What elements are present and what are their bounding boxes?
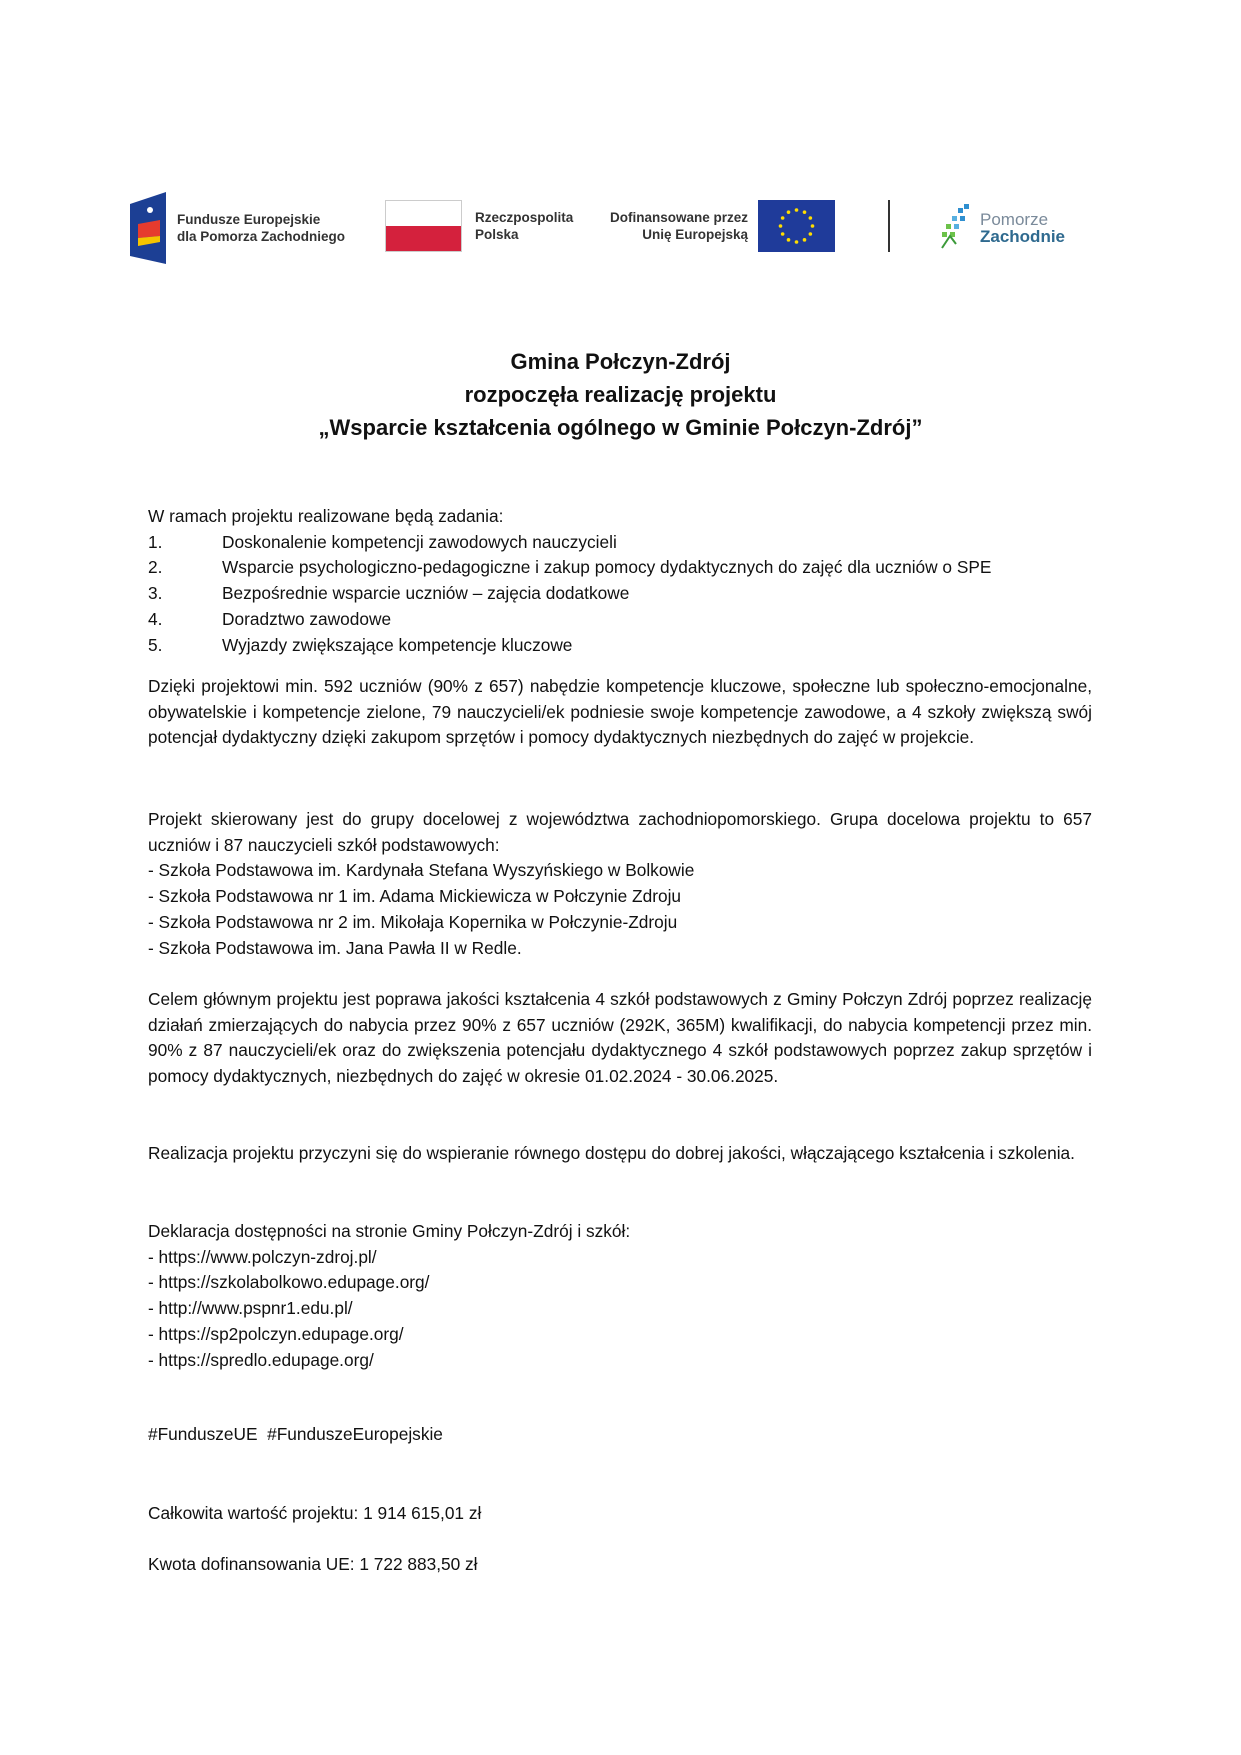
eu-star	[779, 224, 783, 228]
eu-star	[803, 210, 807, 214]
eu-star	[781, 216, 785, 220]
eu-star	[787, 238, 791, 242]
task-number: 3.	[148, 583, 163, 604]
pz-logo-line2: Zachodnie	[980, 227, 1066, 246]
task-text: Wyjazdy zwiększające kompetencje kluczowe	[222, 634, 573, 655]
accessibility-link[interactable]: - https://szkolabolkowo.edupage.org/	[148, 1272, 430, 1293]
task-number: 4.	[148, 608, 163, 629]
polish-flag-icon	[385, 200, 462, 252]
fe-logo	[130, 192, 345, 264]
eu-logo-line2: Unię Europejską	[642, 227, 749, 242]
accessibility-intro: Deklaracja dostępności na stronie Gminy Połczyn-Zdrój i szkół:	[148, 1221, 631, 1241]
rp-logo	[385, 200, 573, 252]
title-line-2: rozpoczęła realizację projektu	[464, 382, 777, 407]
task-text: Wsparcie psychologiczno-pedagogiczne i zakup pomocy dydaktycznych do zajęć dla uczniów o SPE	[222, 557, 992, 578]
rp-logo-line1: Rzeczpospolita	[475, 210, 574, 225]
accessibility-link[interactable]: - https://spredlo.edupage.org/	[148, 1349, 374, 1370]
school-item: - Szkoła Podstawowa nr 2 im. Mikołaja Kopernika w Połczynie-Zdroju	[148, 911, 678, 932]
fe-logo-line1: Fundusze Europejskie	[177, 212, 321, 227]
eu-star	[809, 216, 813, 220]
accessibility-section	[148, 1219, 1092, 1373]
pz-mark-icon	[938, 204, 974, 252]
title-line-1: Gmina Połczyn-Zdrój	[510, 349, 731, 374]
task-number: 2.	[148, 557, 163, 578]
pz-logo-line1: Pomorze	[980, 210, 1049, 229]
school-item: - Szkoła Podstawowa im. Jana Pawła II w Redle.	[148, 937, 522, 958]
eu-amount: Kwota dofinansowania UE: 1 722 883,50 zł	[148, 1554, 478, 1574]
title-line-3: „Wsparcie kształcenia ogólnego w Gminie Połczyn-Zdrój”	[318, 415, 923, 440]
school-item: - Szkoła Podstawowa im. Kardynała Stefana Wyszyńskiego w Bolkowie	[148, 860, 695, 881]
goal-section	[148, 987, 1092, 1090]
goal-paragraph: Celem głównym projektu jest poprawa jakości kształcenia 4 szkół podstawowych z Gminy Połczyn Zdrój poprzez realizację działań zmierzających do nabycia przez 90% z 657 uczniów (292K, 365M) kwalifikacji, do nabycia kompetencji przez min. 90% z 87 nauczycieli/ek oraz do zwiększenia potencjału dydaktycznego 4 szkół podstawowych poprzez zakup sprzętów i pomocy dydaktycznych, niezbędnych do zajęć w okresie 01.02.2024 - 30.06.2025.	[148, 989, 1092, 1087]
task-text: Doskonalenie kompetencji zawodowych nauczycieli	[222, 531, 617, 552]
eu-star	[795, 240, 799, 244]
access-section	[148, 1141, 1092, 1167]
task-number: 5.	[148, 634, 163, 655]
results-section	[148, 674, 1092, 751]
page-title	[0, 345, 1241, 444]
tasks-section	[148, 504, 1092, 658]
task-text: Bezpośrednie wsparcie uczniów – zajęcia dodatkowe	[222, 583, 630, 604]
eu-star	[795, 208, 799, 212]
task-text: Doradztwo zawodowe	[222, 608, 392, 629]
eu-logo	[610, 200, 835, 252]
eu-star	[811, 224, 815, 228]
total-value: Całkowita wartość projektu: 1 914 615,01 zł	[148, 1503, 482, 1523]
task-item	[148, 607, 1092, 633]
rp-logo-line2: Polska	[475, 227, 519, 242]
access-paragraph: Realizacja projektu przyczyni się do wspieranie równego dostępu do dobrej jakości, włączającego kształcenia i szkolenia.	[148, 1143, 1075, 1163]
task-number: 1.	[148, 531, 163, 552]
eu-star	[787, 210, 791, 214]
logo-bar	[130, 192, 1090, 272]
school-item: - Szkoła Podstawowa nr 1 im. Adama Mickiewicza w Połczynie Zdroju	[148, 886, 682, 907]
task-item	[148, 555, 1092, 581]
eu-star	[809, 232, 813, 236]
hashtags: #FunduszeUE #FunduszeEuropejskie	[148, 1424, 443, 1444]
task-item	[148, 530, 1092, 556]
eu-flag-icon	[758, 200, 835, 252]
task-item	[148, 633, 1092, 659]
eu-logo-line1: Dofinansowane przez	[610, 210, 749, 225]
target-group-intro: Projekt skierowany jest do grupy docelowej z województwa zachodniopomorskiego. Grupa docelowa projektu to 657 uczniów i 87 nauczycieli szkół podstawowych:	[148, 809, 1092, 855]
accessibility-link[interactable]: - https://www.polczyn-zdroj.pl/	[148, 1246, 377, 1267]
eu-star	[781, 232, 785, 236]
fe-logo-line2: dla Pomorza Zachodniego	[177, 229, 346, 244]
pz-logo	[938, 204, 1065, 252]
eu-star	[803, 238, 807, 242]
fe-mark-icon	[130, 192, 166, 264]
logo-divider	[888, 200, 890, 252]
tasks-intro: W ramach projektu realizowane będą zadania:	[148, 506, 504, 526]
results-paragraph: Dzięki projektowi min. 592 uczniów (90% z 657) nabędzie kompetencje kluczowe, społeczne lub społeczno-emocjonalne, obywatelskie i kompetencje zielone, 79 nauczycieli/ek podniesie swoje kompetencje zawodowe, a 4 szkoły zwiększą swój potencjał dydaktyczny dzięki zakupom sprzętów i pomocy dydaktycznych niezbędnych do zajęć w projekcie.	[148, 676, 1092, 748]
accessibility-link[interactable]: - http://www.pspnr1.edu.pl/	[148, 1298, 353, 1319]
accessibility-link[interactable]: - https://sp2polczyn.edupage.org/	[148, 1323, 404, 1344]
target-group-section	[148, 807, 1092, 961]
task-item	[148, 581, 1092, 607]
